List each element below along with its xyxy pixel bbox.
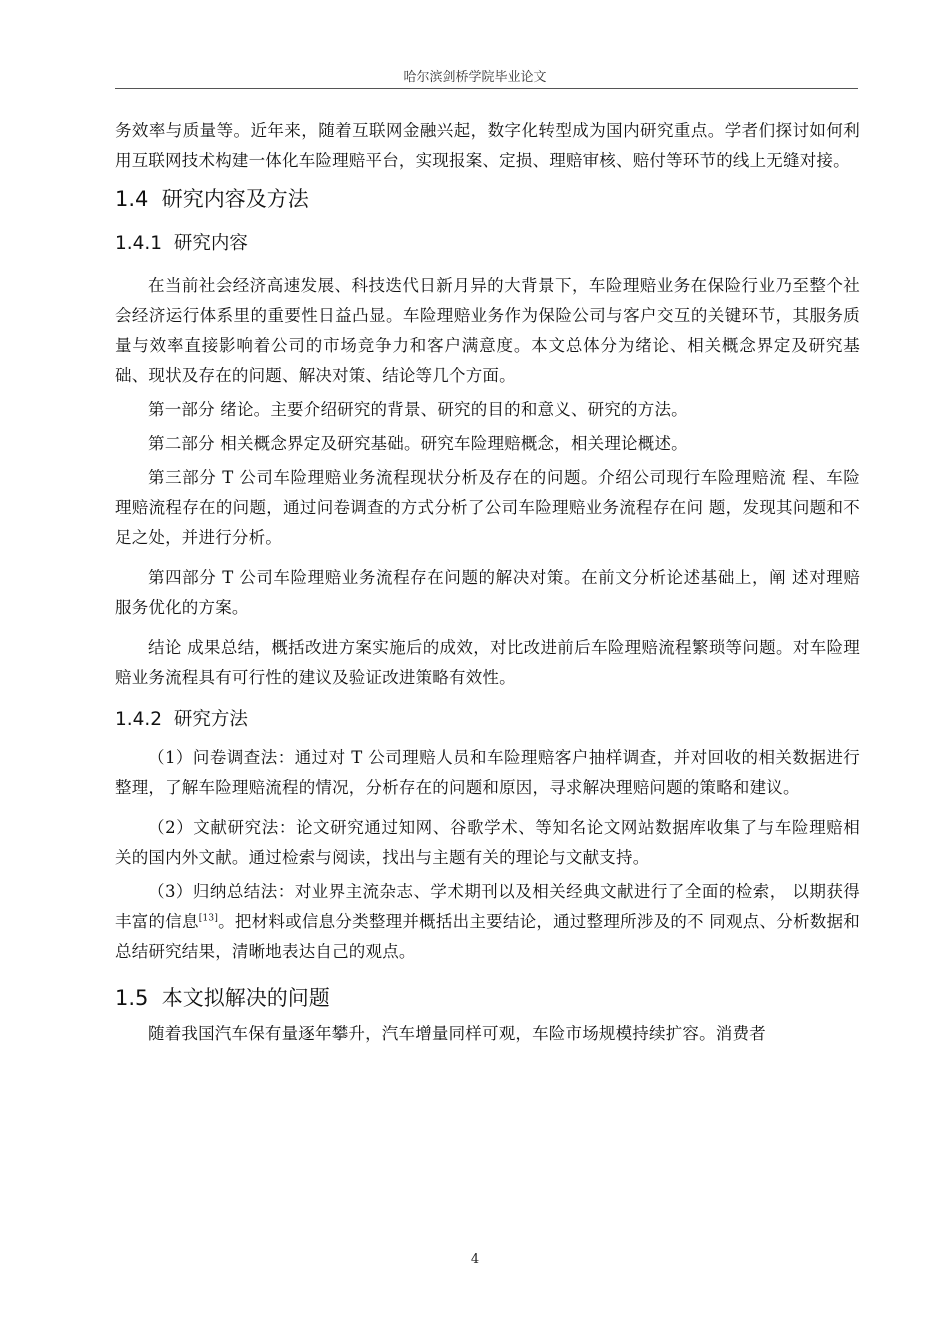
heading-1-4: [115, 184, 860, 214]
page-number: 4: [470, 1252, 480, 1267]
part-one-paragraph: 第一部分 绪论。主要介绍研究的背景、研究的目的和意义、研究的方法。: [148, 400, 688, 419]
intro-paragraph: 务效率与质量等。近年来，随着互联网金融兴起，数字化转型成为国内研究重点。学者们探讨如何利用互联网技术构建一体化车险理赔平台，实现报案、定损、理赔审核、赔付等环节的线上无缝对接。: [115, 121, 860, 170]
heading-1-4-1-title: 研究内容: [173, 233, 248, 254]
part-four-paragraph: 第四部分 T 公司车险理赔业务流程存在问题的解决对策。在前文分析论述基础上，阐 述对理赔服务优化的方案。: [115, 568, 860, 617]
citation-ref: [13]: [198, 913, 219, 924]
part-two-paragraph: 第二部分 相关概念界定及研究基础。研究车险理赔概念，相关理论概述。: [148, 434, 688, 453]
heading-1-4-2-title: 研究方法: [173, 709, 248, 730]
heading-1-4-2: [115, 705, 860, 735]
page-body: [115, 116, 860, 1049]
heading-1-4-1: [115, 229, 860, 259]
heading-1-5: [115, 983, 860, 1013]
heading-1-4-1-number: 1.4.1: [115, 233, 163, 254]
method-induction-text-1: （3）归纳总结法：对业界主流杂志、学术期刊以及相关经典文献进行了全面的检索， 以期获得丰富的信息: [115, 882, 860, 931]
heading-1-4-number: 1.4: [115, 187, 149, 211]
heading-1-5-number: 1.5: [115, 986, 149, 1010]
conclusion-paragraph: 结论 成果总结，概括改进方案实施后的成效，对比改进前后车险理赔流程繁琐等问题。对车险理赔业务流程具有可行性的建议及验证改进策略有效性。: [115, 638, 860, 687]
heading-1-5-title: 本文拟解决的问题: [161, 986, 330, 1010]
heading-1-4-title: 研究内容及方法: [161, 187, 309, 211]
header-divider: [115, 88, 858, 89]
heading-1-4-2-number: 1.4.2: [115, 709, 163, 730]
running-header: 哈尔滨剑桥学院毕业论文: [403, 70, 547, 85]
problem-paragraph: 随着我国汽车保有量逐年攀升，汽车增量同样可观，车险市场规模持续扩容。消费者: [148, 1024, 766, 1043]
method-literature: （2）文献研究法：论文研究通过知网、谷歌学术、等知名论文网站数据库收集了与车险理赔相关的国内外文献。通过检索与阅读，找出与主题有关的理论与文献支持。: [115, 818, 860, 867]
method-induction: [115, 877, 860, 967]
content-paragraph: 在当前社会经济高速发展、科技迭代日新月异的大背景下，车险理赔业务在保险行业乃至整个社会经济运行体系里的重要性日益凸显。车险理赔业务作为保险公司与客户交互的关键环节，其服务质量与效率直接影响着公司的市场竞争力和客户满意度。本文总体分为绪论、相关概念界定及研究基础、现状及存在的问题、解决对策、结论等几个方面。: [115, 276, 860, 385]
method-induction-text-2: 。把材料或信息分类整理并概括出主要结论，通过整理所涉及的不 同观点、分析数据和总结研究结果，清晰地表达自己的观点。: [115, 912, 861, 961]
part-three-paragraph: 第三部分 T 公司车险理赔业务流程现状分析及存在的问题。介绍公司现行车险理赔流 程、车险理赔流程存在的问题，通过问卷调查的方式分析了公司车险理赔业务流程存在问 题，发现其问题和不足之处，并进行分析。: [115, 468, 860, 547]
method-questionnaire: （1）问卷调查法：通过对 T 公司理赔人员和车险理赔客户抽样调查，并对回收的相关数据进行整理，了解车险理赔流程的情况，分析存在的问题和原因，寻求解决理赔问题的策略和建议。: [115, 748, 860, 797]
